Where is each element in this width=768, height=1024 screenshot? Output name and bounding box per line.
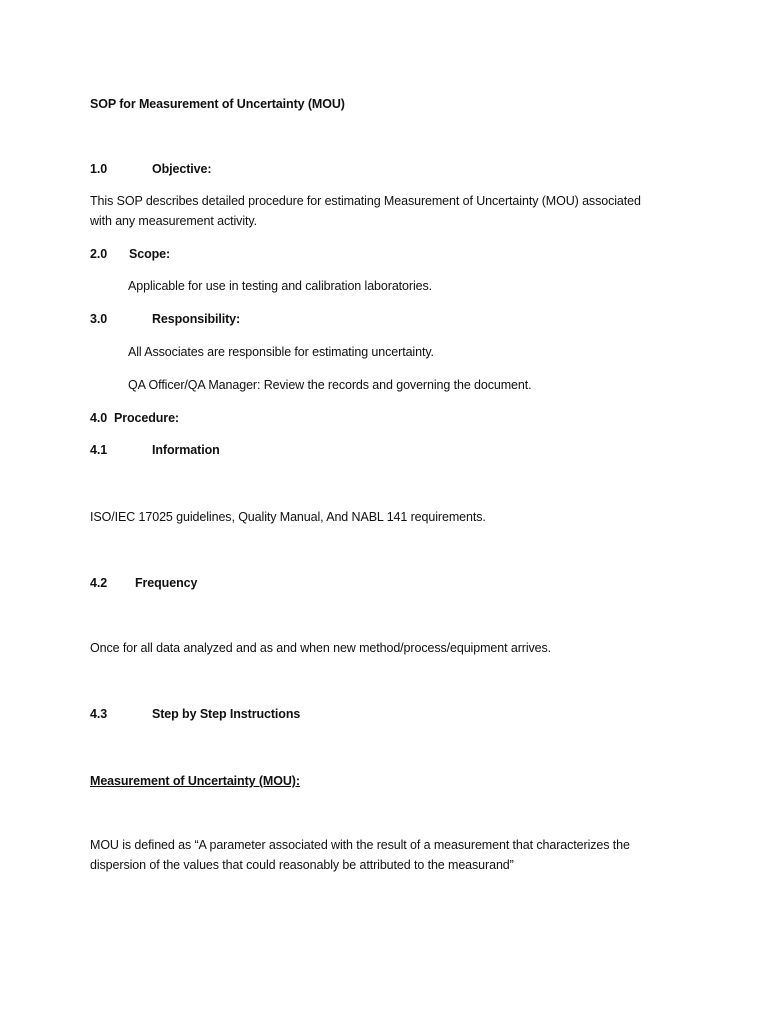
section-objective-heading — [90, 161, 211, 177]
section-title: Step by Step Instructions — [152, 707, 301, 721]
information-text: ISO/IEC 17025 guidelines, Quality Manual, And NABL 141 requirements. — [90, 510, 486, 524]
section-responsibility-heading — [90, 311, 240, 327]
frequency-text: Once for all data analyzed and as and when new method/process/equipment arrives. — [90, 641, 552, 655]
section-number: 4.1 — [90, 443, 108, 457]
mou-heading: Measurement of Uncertainty (MOU): — [90, 774, 300, 788]
section-number: 4.2 — [90, 576, 108, 590]
section-number: 4.3 — [90, 707, 108, 721]
mou-definition-line-1: MOU is defined as “A parameter associated with the result of a measurement that characterizes the — [90, 838, 630, 852]
section-information-heading — [90, 442, 220, 458]
section-number: 2.0 — [90, 247, 108, 261]
section-title: Scope: — [129, 247, 171, 261]
section-scope-heading — [90, 246, 170, 262]
section-title: Objective: — [152, 162, 212, 176]
responsibility-text-line-2: QA Officer/QA Manager: Review the records and governing the document. — [128, 378, 532, 392]
section-frequency-heading — [90, 575, 197, 591]
section-title: Responsibility: — [152, 312, 241, 326]
objective-text-line-2: with any measurement activity. — [90, 214, 257, 228]
section-number: 1.0 — [90, 162, 108, 176]
responsibility-text-line-1: All Associates are responsible for estimating uncertainty. — [128, 345, 434, 359]
section-title: Frequency — [135, 576, 198, 590]
scope-text: Applicable for use in testing and calibration laboratories. — [128, 279, 433, 293]
document-title: SOP for Measurement of Uncertainty (MOU) — [90, 97, 345, 111]
mou-definition-line-2: dispersion of the values that could reasonably be attributed to the measurand” — [90, 858, 514, 872]
section-title: Information — [152, 443, 220, 457]
section-number: 4.0 — [90, 411, 108, 425]
section-title: Procedure: — [114, 411, 179, 425]
objective-text-line-1: This SOP describes detailed procedure for estimating Measurement of Uncertainty (MOU) associated — [90, 194, 641, 208]
section-procedure-heading — [90, 410, 179, 426]
section-number: 3.0 — [90, 312, 108, 326]
section-instructions-heading — [90, 706, 300, 722]
